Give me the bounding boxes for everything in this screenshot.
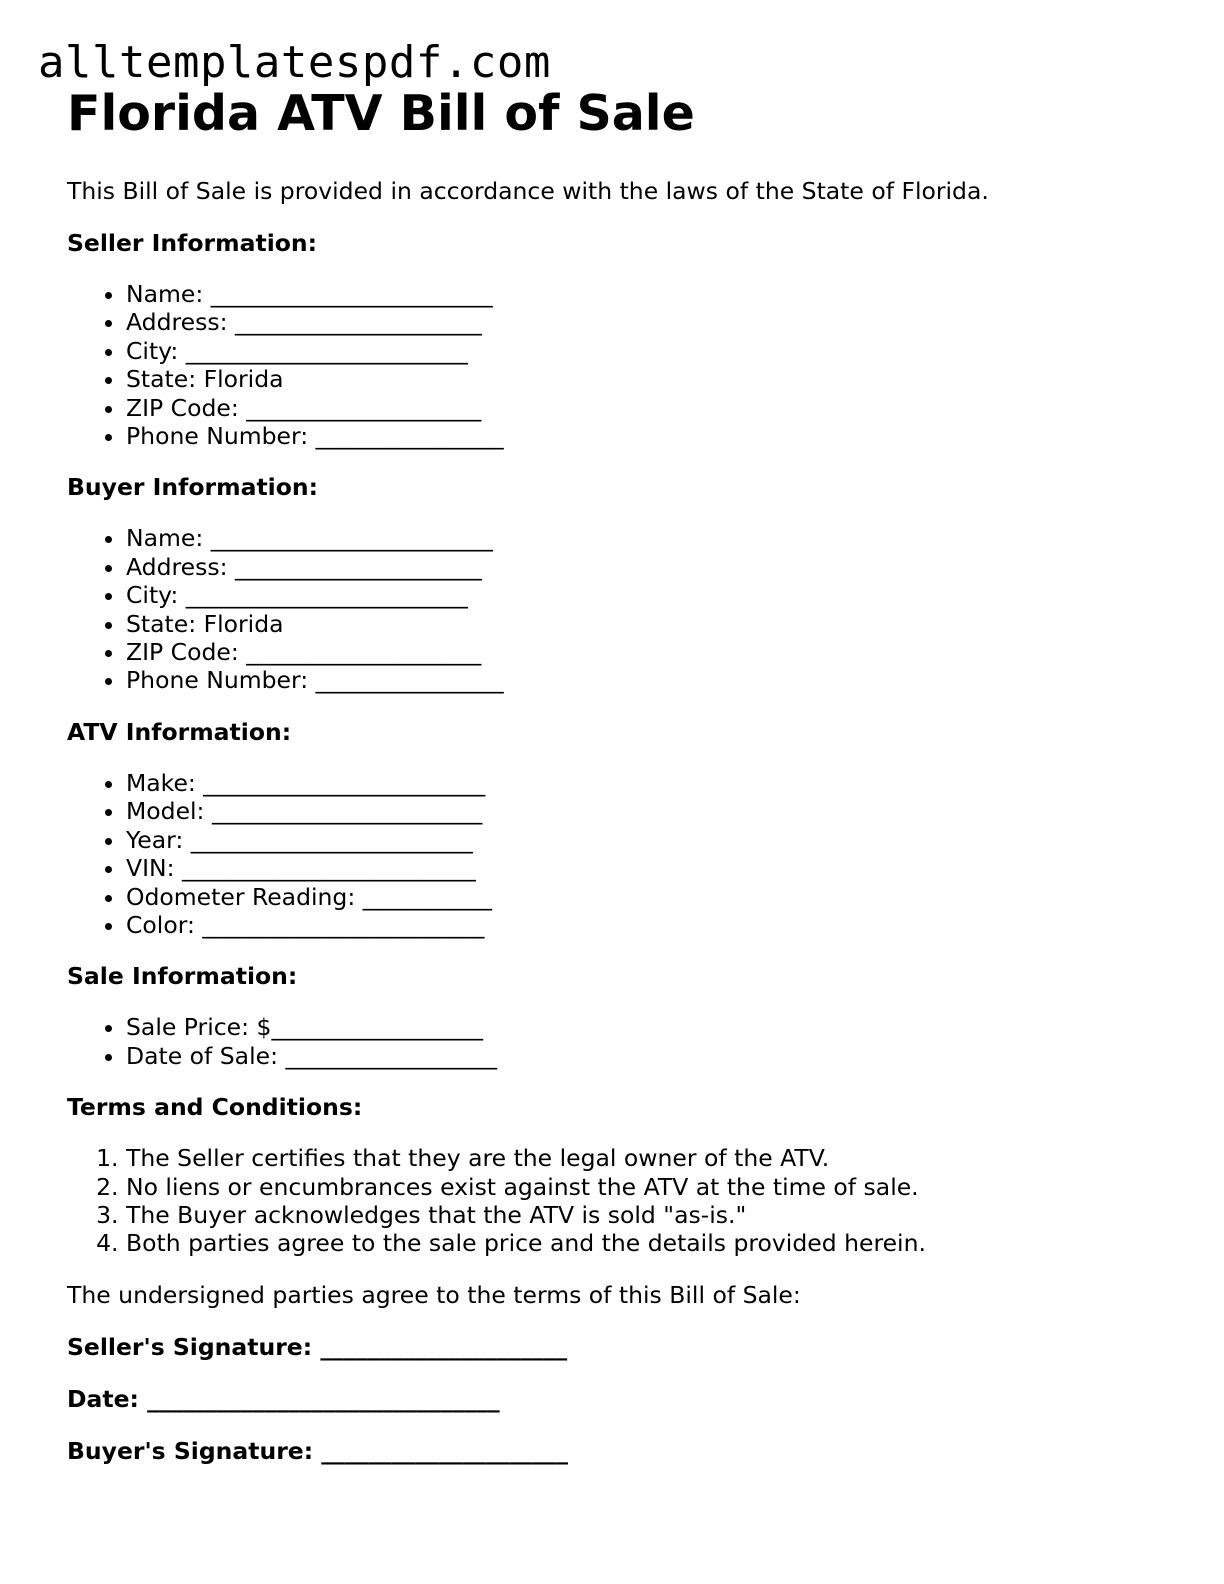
intro-text: This Bill of Sale is provided in accordance with the laws of the State of Florida.	[67, 177, 989, 205]
buyer-fields	[67, 524, 1167, 694]
watermark: alltemplatespdf.com	[38, 37, 551, 88]
atv-year-field: • Year: ________________________	[126, 826, 1167, 854]
sale-heading: Sale Information:	[67, 962, 298, 991]
terms-heading: Terms and Conditions:	[67, 1093, 363, 1122]
atv-model-field: • Model: _______________________	[126, 797, 1167, 825]
buyer-address-field: • Address: _____________________	[126, 553, 1167, 581]
agreement-text: The undersigned parties agree to the terms of this Bill of Sale:	[67, 1280, 801, 1309]
atv-fields	[67, 769, 1167, 939]
seller-zip-field: • ZIP Code: ____________________	[126, 394, 1167, 422]
sale-price-field: • Sale Price: $__________________	[126, 1013, 1167, 1041]
buyer-name-field: • Name: ________________________	[126, 524, 1167, 552]
atv-heading: ATV Information:	[67, 717, 292, 746]
atv-odometer-field: • Odometer Reading: ___________	[126, 883, 1167, 911]
seller-phone-field: • Phone Number: ________________	[126, 422, 1167, 450]
seller-address-field: • Address: _____________________	[126, 308, 1167, 336]
atv-make-field: • Make: ________________________	[126, 769, 1167, 797]
seller-signature-line: Seller's Signature: _____________________	[67, 1332, 568, 1361]
buyer-heading: Buyer Information:	[67, 473, 319, 502]
terms-list	[67, 1144, 1167, 1258]
seller-heading: Seller Information:	[67, 229, 318, 257]
buyer-city-field: • City: ________________________	[126, 581, 1167, 609]
terms-item: 2. No liens or encumbrances exist against the ATV at the time of sale.	[126, 1173, 1167, 1201]
atv-vin-field: • VIN: _________________________	[126, 854, 1167, 882]
seller-name-field: • Name: ________________________	[126, 280, 1167, 308]
page-title: Florida ATV Bill of Sale	[67, 85, 695, 142]
sale-fields	[67, 1013, 1167, 1070]
buyer-state-field: • State: Florida	[126, 610, 1167, 638]
terms-item: 3. The Buyer acknowledges that the ATV is sold "as-is."	[126, 1201, 1167, 1229]
buyer-zip-field: • ZIP Code: ____________________	[126, 638, 1167, 666]
sale-date-field: • Date of Sale: __________________	[126, 1042, 1167, 1070]
buyer-signature-line: Buyer's Signature: _____________________	[67, 1436, 569, 1465]
signature-date-line: Date: ______________________________	[67, 1384, 500, 1413]
seller-fields	[67, 280, 1167, 450]
atv-color-field: • Color: ________________________	[126, 911, 1167, 939]
terms-item: 1. The Seller certifies that they are the legal owner of the ATV.	[126, 1144, 1167, 1172]
seller-state-field: • State: Florida	[126, 365, 1167, 393]
terms-item: 4. Both parties agree to the sale price and the details provided herein.	[126, 1229, 1167, 1257]
seller-city-field: • City: ________________________	[126, 337, 1167, 365]
buyer-phone-field: • Phone Number: ________________	[126, 666, 1167, 694]
document-body	[67, 86, 1167, 1466]
